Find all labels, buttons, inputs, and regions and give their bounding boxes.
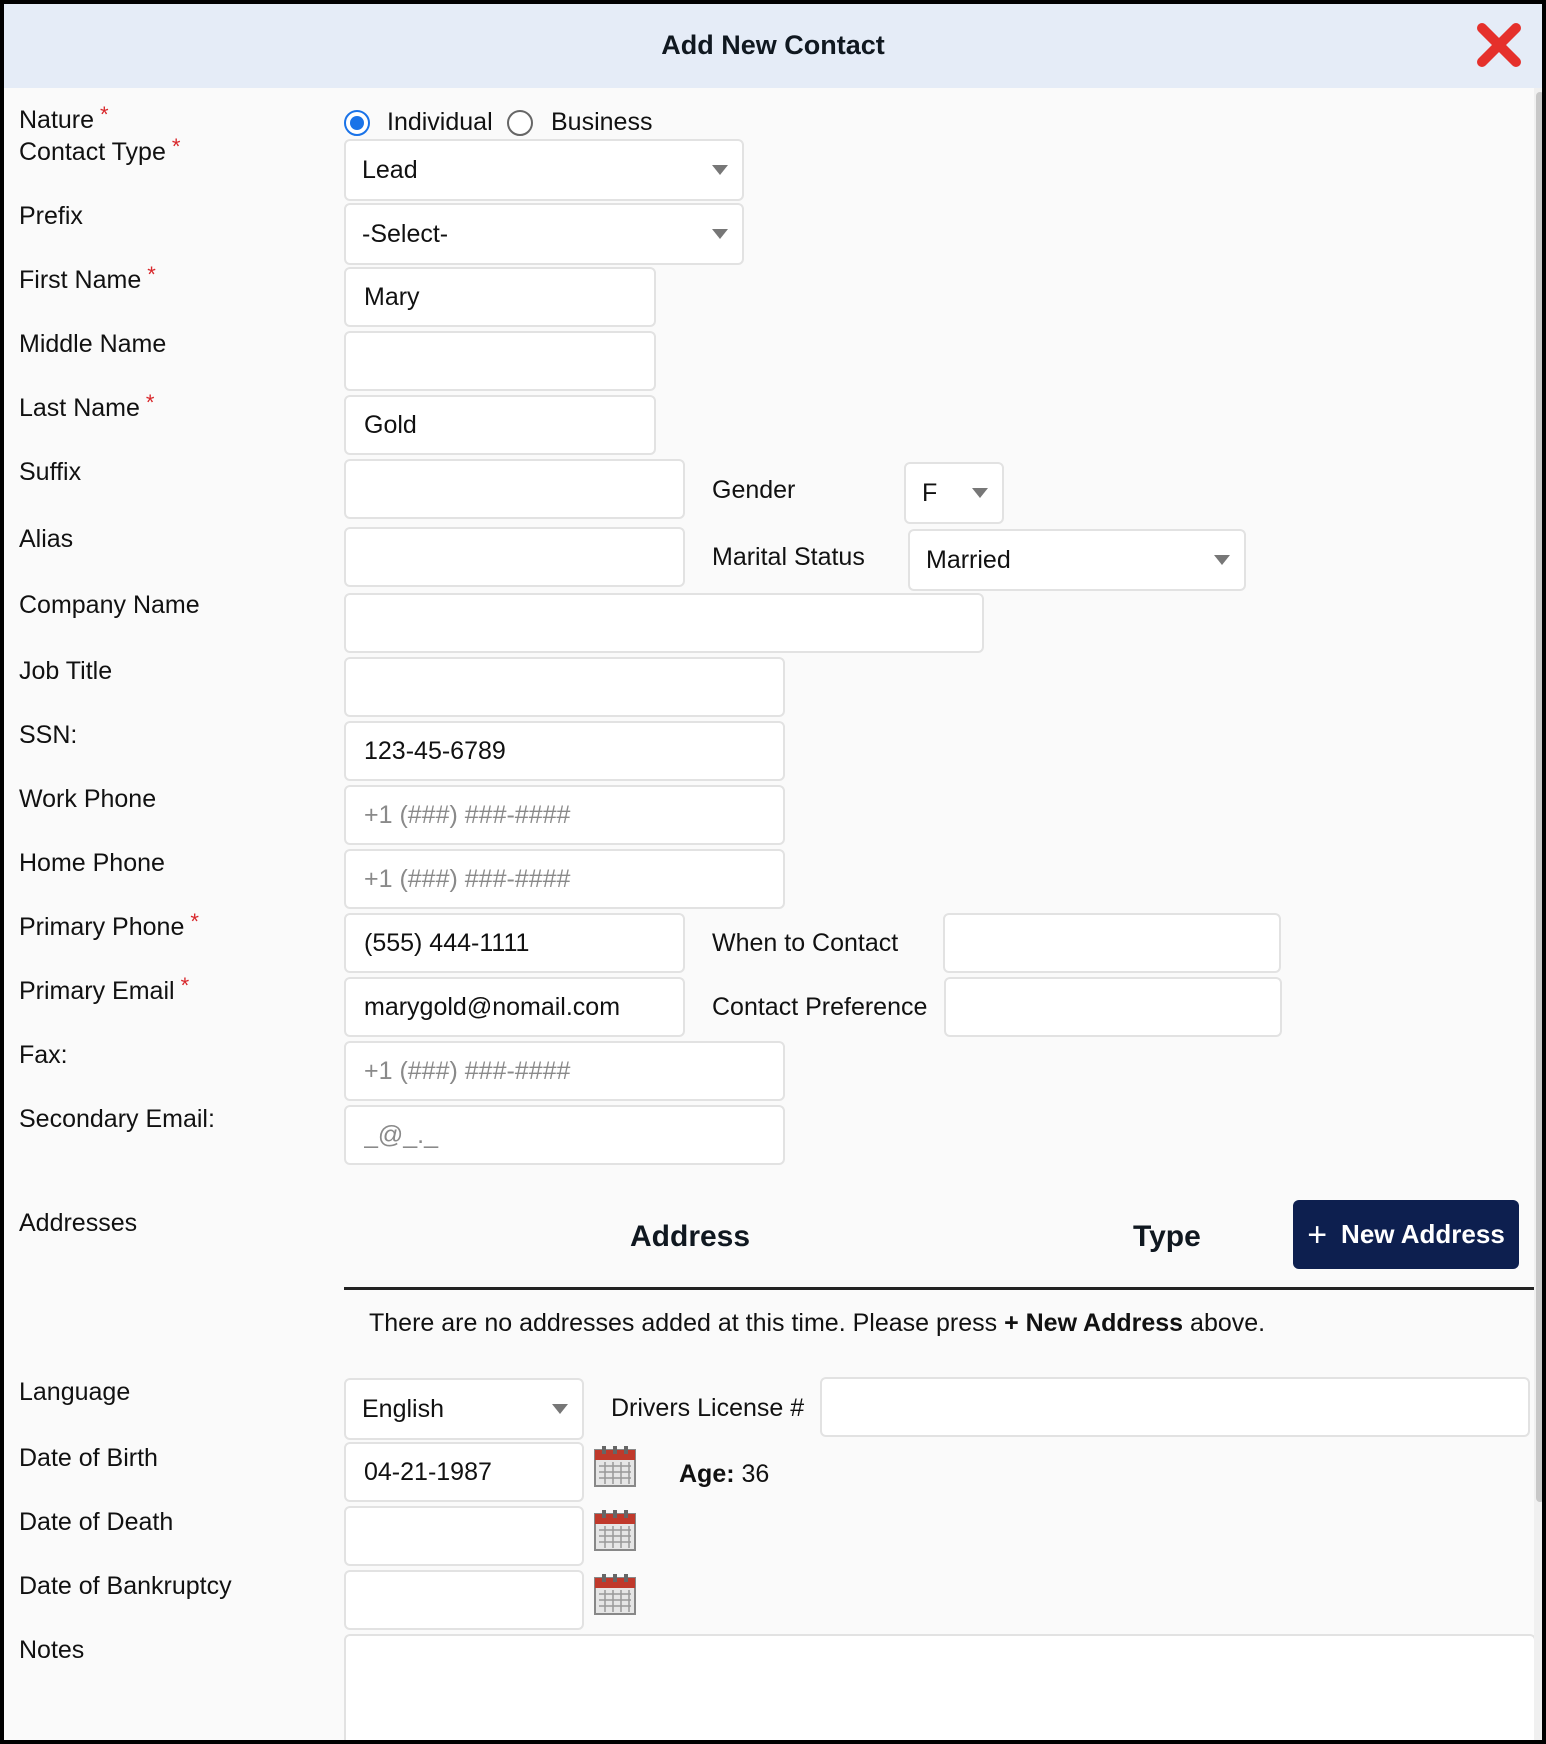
suffix-label: Suffix — [19, 458, 82, 486]
date-of-death-input[interactable] — [344, 1506, 584, 1566]
nature-label: Nature * — [19, 102, 109, 134]
contact-type-value: Lead — [362, 155, 418, 184]
first-name-input[interactable] — [344, 267, 656, 327]
drivers-license-input[interactable] — [820, 1377, 1530, 1437]
when-to-contact-input[interactable] — [943, 913, 1281, 973]
contact-preference-label: Contact Preference — [712, 993, 928, 1021]
new-address-button-label: New Address — [1341, 1219, 1505, 1249]
chevron-down-icon — [552, 1404, 568, 1414]
type-column-header: Type — [1133, 1220, 1201, 1253]
gender-label: Gender — [712, 476, 796, 504]
fax-label: Fax: — [19, 1041, 68, 1069]
plus-icon: + — [1307, 1215, 1328, 1254]
primary-email-label: Primary Email * — [19, 973, 190, 1005]
home-phone-input[interactable] — [344, 849, 785, 909]
date-of-bankruptcy-label: Date of Bankruptcy — [19, 1572, 232, 1600]
address-column-header: Address — [630, 1220, 751, 1253]
notes-label: Notes — [19, 1636, 85, 1664]
home-phone-label: Home Phone — [19, 849, 165, 877]
language-label: Language — [19, 1378, 131, 1406]
company-name-label: Company Name — [19, 591, 200, 619]
alias-label: Alias — [19, 525, 74, 553]
gender-value: F — [922, 478, 938, 507]
prefix-value: -Select- — [362, 219, 449, 248]
dialog-header — [4, 4, 1542, 88]
age-display: Age: 36 — [679, 1460, 770, 1488]
notes-textarea[interactable] — [344, 1634, 1536, 1744]
close-icon[interactable] — [1474, 20, 1524, 70]
primary-phone-label: Primary Phone * — [19, 909, 199, 941]
alias-input[interactable] — [344, 527, 685, 587]
middle-name-label: Middle Name — [19, 330, 167, 358]
radio-business-label[interactable]: Business — [551, 108, 653, 136]
primary-email-input[interactable] — [344, 977, 685, 1037]
chevron-down-icon — [1214, 555, 1230, 565]
when-to-contact-label: When to Contact — [712, 929, 899, 957]
addresses-label: Addresses — [19, 1209, 138, 1237]
dialog-title: Add New Contact — [661, 30, 885, 60]
last-name-label: Last Name * — [19, 390, 155, 422]
prefix-select[interactable] — [344, 203, 744, 265]
radio-individual[interactable] — [344, 110, 370, 136]
work-phone-input[interactable] — [344, 785, 785, 845]
first-name-label: First Name * — [19, 262, 156, 294]
date-of-birth-label: Date of Birth — [19, 1444, 158, 1472]
last-name-input[interactable] — [344, 395, 656, 455]
scrollbar-thumb[interactable] — [1536, 92, 1544, 1502]
radio-individual-label[interactable]: Individual — [387, 108, 493, 136]
address-table-divider — [344, 1287, 1536, 1290]
chevron-down-icon — [972, 488, 988, 498]
drivers-license-label: Drivers License # — [611, 1394, 805, 1422]
middle-name-input[interactable] — [344, 331, 656, 391]
no-addresses-message: There are no addresses added at this time. Please press + New Address above. — [369, 1309, 1266, 1337]
calendar-icon[interactable] — [593, 1572, 637, 1616]
fax-input[interactable] — [344, 1041, 785, 1101]
radio-business[interactable] — [507, 110, 533, 136]
work-phone-label: Work Phone — [19, 785, 157, 813]
chevron-down-icon — [712, 229, 728, 239]
contact-type-label: Contact Type * — [19, 134, 181, 166]
marital-status-select[interactable] — [908, 529, 1246, 591]
secondary-email-input[interactable] — [344, 1105, 785, 1165]
contact-preference-input[interactable] — [944, 977, 1282, 1037]
date-of-bankruptcy-input[interactable] — [344, 1570, 584, 1630]
prefix-label: Prefix — [19, 202, 83, 230]
contact-type-select[interactable] — [344, 139, 744, 201]
suffix-input[interactable] — [344, 459, 685, 519]
date-of-death-label: Date of Death — [19, 1508, 174, 1536]
ssn-input[interactable] — [344, 721, 785, 781]
scrollbar[interactable] — [1534, 88, 1546, 1744]
marital-status-value: Married — [926, 545, 1011, 574]
new-address-button[interactable] — [1293, 1200, 1519, 1269]
job-title-input[interactable] — [344, 657, 785, 717]
date-of-birth-input[interactable] — [344, 1442, 584, 1502]
primary-phone-input[interactable] — [344, 913, 685, 973]
chevron-down-icon — [712, 165, 728, 175]
job-title-label: Job Title — [19, 657, 113, 685]
gender-select[interactable] — [904, 462, 1004, 524]
calendar-icon[interactable] — [593, 1444, 637, 1488]
secondary-email-label: Secondary Email: — [19, 1105, 215, 1133]
calendar-icon[interactable] — [593, 1508, 637, 1552]
marital-status-label: Marital Status — [712, 543, 865, 571]
ssn-label: SSN: — [19, 721, 78, 749]
company-name-input[interactable] — [344, 593, 984, 653]
language-value: English — [362, 1394, 444, 1423]
language-select[interactable] — [344, 1378, 584, 1440]
